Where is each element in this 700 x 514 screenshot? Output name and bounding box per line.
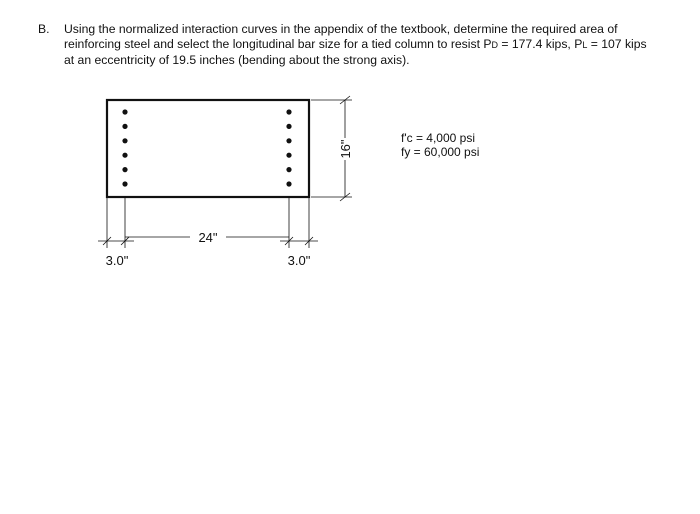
rebar-left-5 xyxy=(122,167,127,172)
left-cover-label: 3.0" xyxy=(105,253,129,268)
problem-line-2-b: = 177.4 kips, P xyxy=(497,37,583,51)
rebar-left-2 xyxy=(122,124,127,129)
height-label: 16" xyxy=(338,139,353,159)
height-dimension xyxy=(311,96,353,201)
problem-line-2-c: = 107 kips xyxy=(587,37,647,51)
live-load-subscript: L xyxy=(582,40,588,50)
reinforcing-bars xyxy=(122,109,291,186)
rebar-left-4 xyxy=(122,153,127,158)
dead-load-subscript: D xyxy=(491,40,498,50)
rebar-right-2 xyxy=(286,124,291,129)
problem-line-2-a: reinforcing steel and select the longitudinal bar size for a tied column to resist P xyxy=(64,37,492,51)
rebar-right-6 xyxy=(286,181,291,186)
width-dimension xyxy=(98,197,318,268)
problem-line-1: Using the normalized interaction curves in the appendix of the textbook, determine the required area of xyxy=(64,22,618,36)
column-section-outline xyxy=(107,100,309,197)
rebar-right-4 xyxy=(286,153,291,158)
rebar-right-5 xyxy=(286,167,291,172)
concrete-strength-label: f'c = 4,000 psi xyxy=(401,131,476,145)
rebar-left-1 xyxy=(122,109,127,114)
rebar-right-1 xyxy=(286,109,291,114)
steel-yield-label: fy = 60,000 psi xyxy=(401,145,480,159)
rebar-right-3 xyxy=(286,138,291,143)
rebar-left-3 xyxy=(122,138,127,143)
problem-letter: B. xyxy=(38,22,50,36)
problem-line-3: at an eccentricity of 19.5 inches (bending about the strong axis). xyxy=(64,53,410,67)
rebar-left-6 xyxy=(122,181,127,186)
width-label: 24" xyxy=(198,230,218,245)
right-cover-label: 3.0" xyxy=(287,253,311,268)
